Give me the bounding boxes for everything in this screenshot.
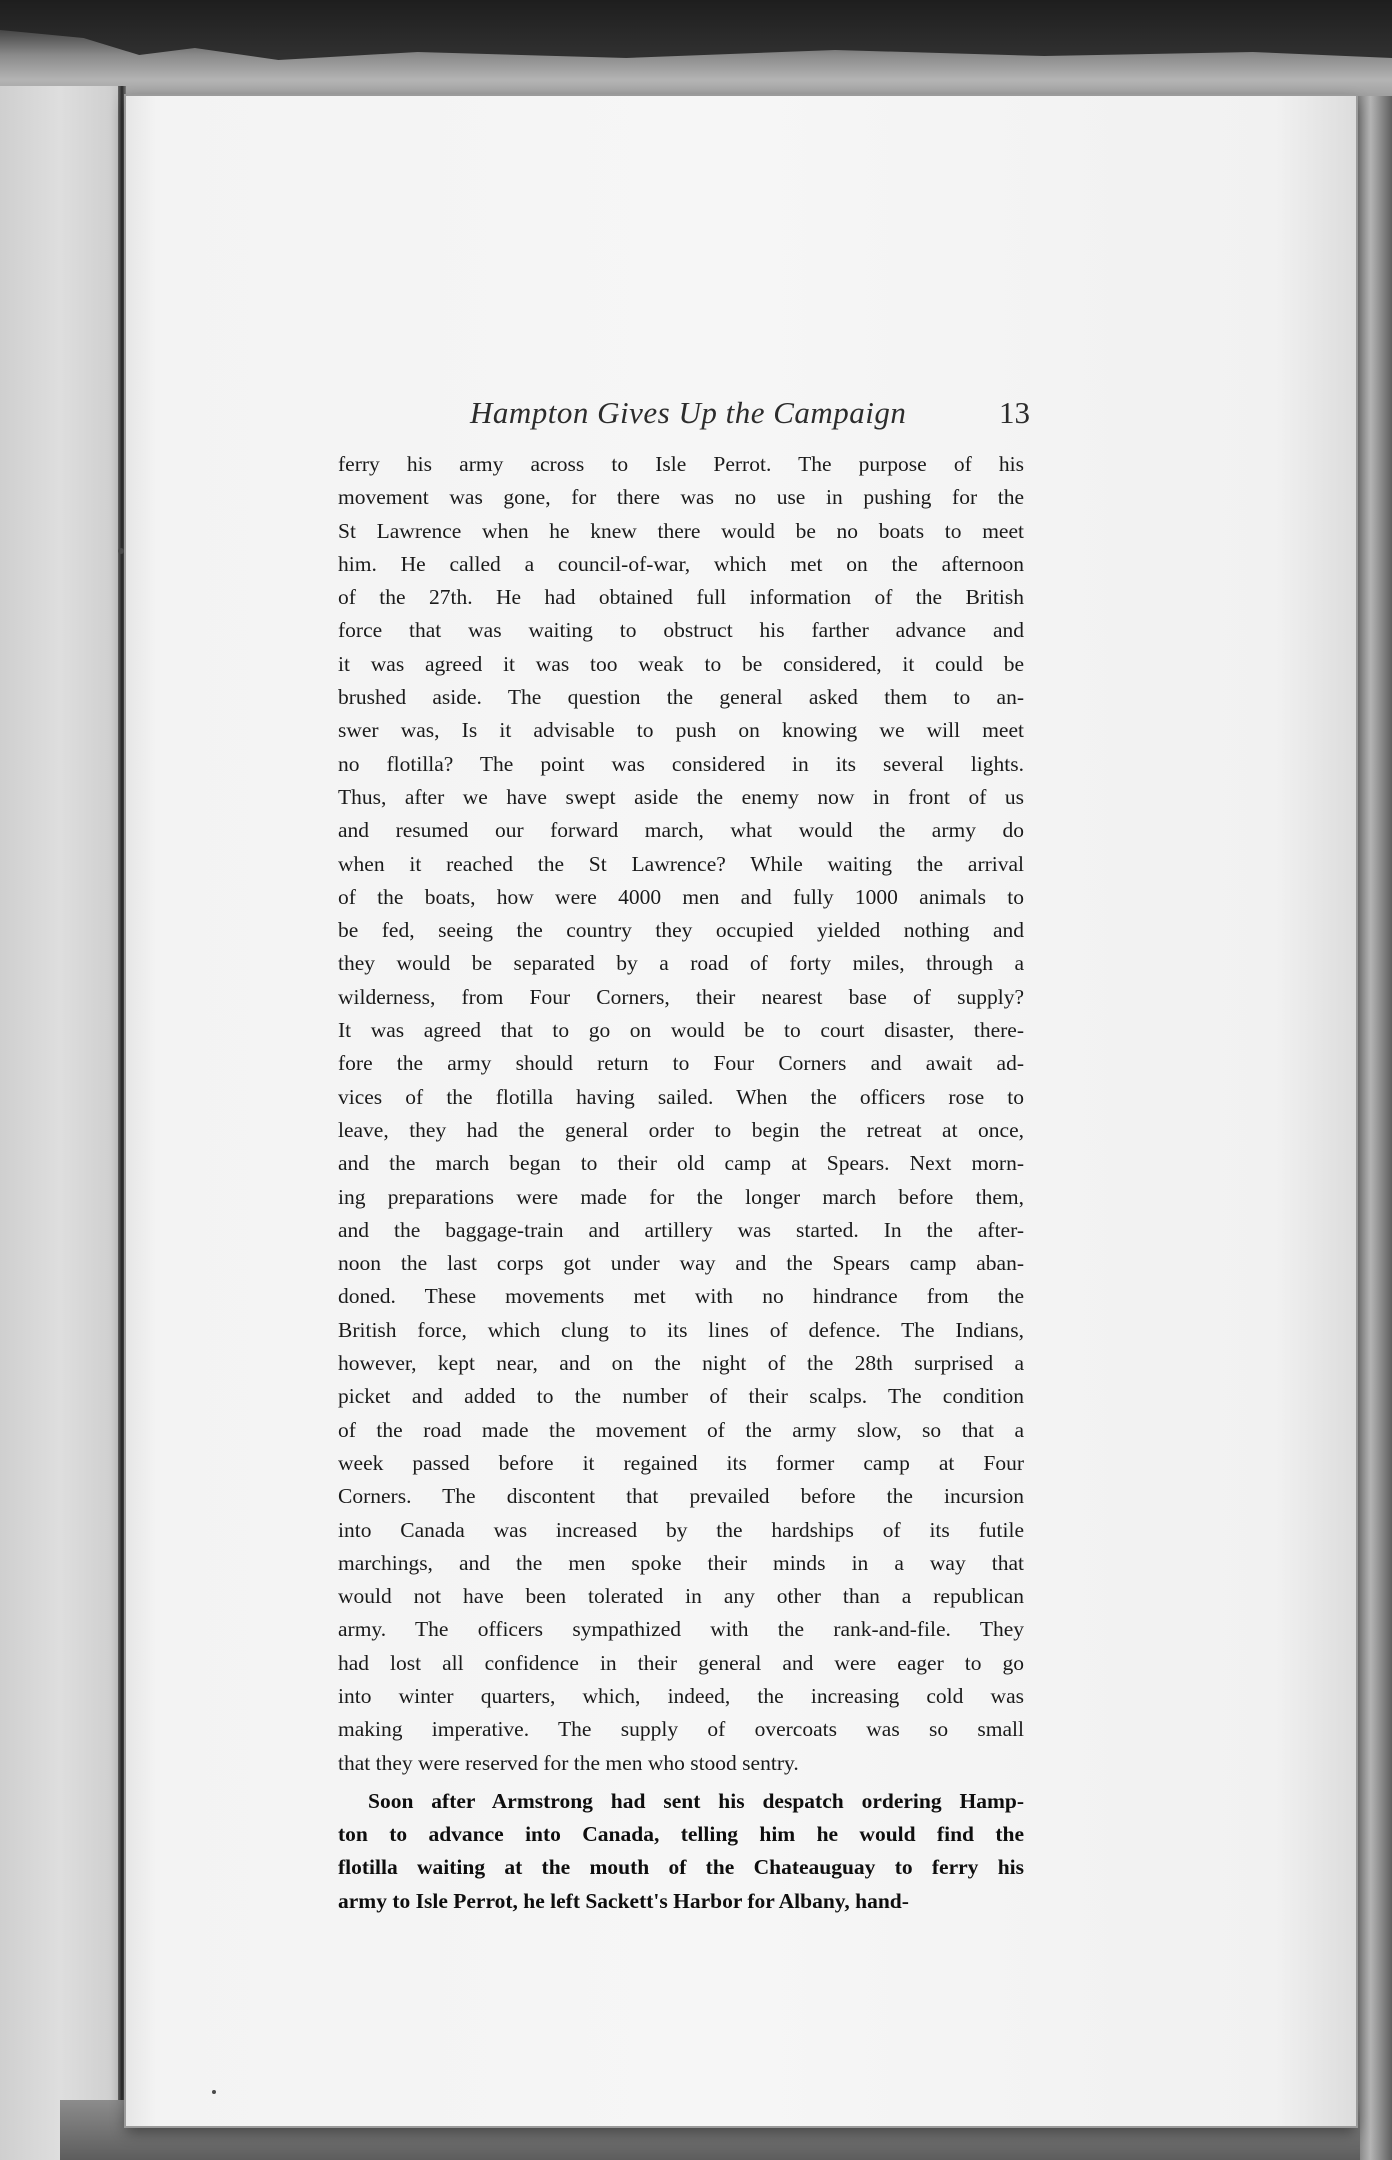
text-line: movement was gone, for there was no use in pushing for the [338,485,1024,510]
text-line: into winter quarters, which, indeed, the increasing cold was [338,1683,1024,1708]
text-line: army to Isle Perrot, he left Sackett's Harbor for Albany, hand- [338,1888,909,1913]
text-line: week passed before it regained its former camp at Four [338,1450,1024,1475]
text-line: and the baggage-train and artillery was started. In the after- [338,1217,1024,1242]
text-line: when it reached the St Lawrence? While waiting the arrival [338,851,1024,876]
text-line: flotilla waiting at the mouth of the Chateauguay to ferry his [338,1855,1024,1880]
text-line: It was agreed that to go on would be to court disaster, there- [338,1018,1024,1043]
text-line: be fed, seeing the country they occupied yielded nothing and [338,918,1024,943]
text-line: of the 27th. He had obtained full information of the British [338,585,1024,610]
text-line: Thus, after we have swept aside the enemy now in front of us [338,784,1024,809]
text-line: wilderness, from Four Corners, their nearest base of supply? [338,984,1024,1009]
text-line: him. He called a council-of-war, which met on the afternoon [338,551,1024,576]
text-line: however, kept near, and on the night of the 28th surprised a [338,1351,1024,1376]
text-line: would not have been tolerated in any other than a republican [338,1584,1024,1609]
text-line: and the march began to their old camp at Spears. Next morn- [338,1151,1024,1176]
scan-speck [118,548,124,554]
text-line: that they were reserved for the men who stood sentry. [338,1750,799,1775]
text-line: Corners. The discontent that prevailed before the incursion [338,1484,1024,1509]
book-binding [118,86,126,2160]
text-line: of the boats, how were 4000 men and fully 1000 animals to [338,884,1024,909]
text-line: noon the last corps got under way and the Spears camp aban- [338,1251,1024,1276]
running-title: Hampton Gives Up the Campaign [470,395,907,430]
text-line: leave, they had the general order to begin the retreat at once, [338,1117,1024,1142]
body-text [338,448,1024,1918]
page-number: 13 [999,395,1030,430]
text-line: fore the army should return to Four Corners and await ad- [338,1051,1024,1076]
text-line: St Lawrence when he knew there would be no boats to meet [338,518,1024,543]
text-line: swer was, Is it advisable to push on knowing we will meet [338,718,1024,743]
text-line: marchings, and the men spoke their minds in a way that [338,1550,1024,1575]
text-line: force that was waiting to obstruct his farther advance and [338,618,1024,643]
text-line: army. The officers sympathized with the rank-and-file. They [338,1617,1024,1642]
text-line: ferry his army across to Isle Perrot. The purpose of his [338,452,1024,476]
scan-speck [212,2090,216,2094]
text-line: no flotilla? The point was considered in its several lights. [338,751,1024,776]
text-line: ton to advance into Canada, telling him he would find the [338,1822,1024,1847]
facing-page-edge [0,86,124,2160]
text-line: they would be separated by a road of forty miles, through a [338,951,1024,976]
text-line: into Canada was increased by the hardships of its futile [338,1517,1024,1542]
text-line: doned. These movements met with no hindrance from the [338,1284,1024,1309]
text-line: Soon after Armstrong had sent his despatch ordering Hamp- [368,1788,1024,1813]
text-line: had lost all confidence in their general and were eager to go [338,1650,1024,1675]
text-line: British force, which clung to its lines of defence. The Indians, [338,1317,1024,1342]
text-line: picket and added to the number of their scalps. The condition [338,1384,1024,1409]
text-line: ing preparations were made for the longer march before them, [338,1184,1024,1209]
text-line: making imperative. The supply of overcoats was so small [338,1717,1024,1742]
text-line: and resumed our forward march, what would the army do [338,818,1024,843]
text-line: brushed aside. The question the general asked them to an- [338,685,1024,710]
text-line: it was agreed it was too weak to be considered, it could be [338,651,1024,676]
running-head [470,395,1030,439]
text-line: vices of the flotilla having sailed. When the officers rose to [338,1084,1024,1109]
text-line: of the road made the movement of the army slow, so that a [338,1417,1024,1442]
page-right-edge [1356,96,1392,2160]
